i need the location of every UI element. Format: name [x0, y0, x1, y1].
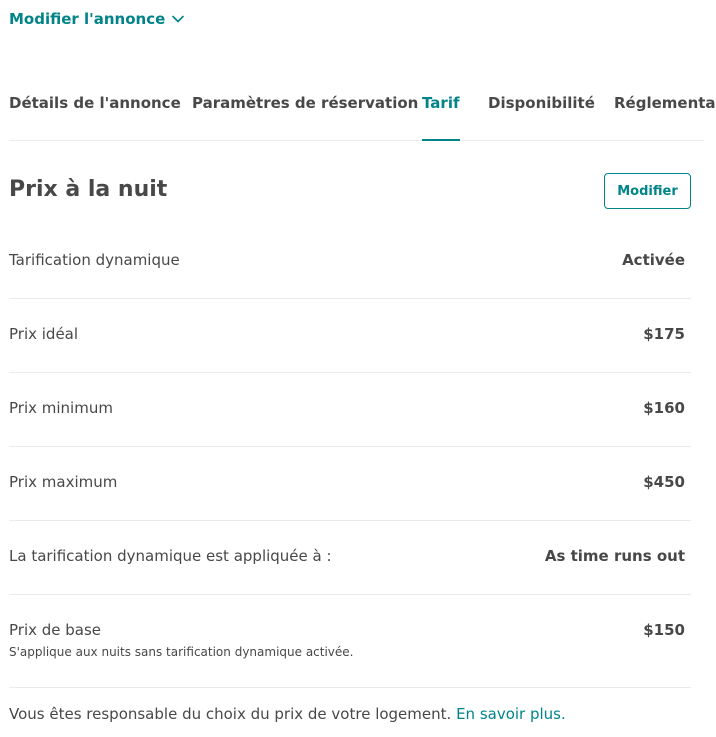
row-value: $150 [643, 621, 685, 639]
row-value: $450 [643, 473, 685, 491]
edit-listing-dropdown[interactable] [9, 10, 184, 28]
row-subtext: S'applique aux nuits sans tarification dynamique activée. [9, 645, 354, 659]
footer-text: Vous êtes responsable du choix du prix de votre logement. [9, 705, 457, 723]
row-dynamic-pricing-applied [9, 547, 691, 595]
row-value: Activée [622, 251, 685, 269]
section-title: Prix à la nuit [9, 177, 168, 202]
row-base-price [9, 621, 691, 688]
edit-listing-label: Modifier l'annonce [9, 10, 166, 28]
row-value: As time runs out [544, 547, 685, 565]
row-label: Prix idéal [9, 325, 79, 343]
row-label: Prix de base [9, 621, 102, 639]
tab-availability[interactable]: Disponibilité [488, 94, 595, 112]
row-maximum-price [9, 473, 691, 521]
row-label: Prix maximum [9, 473, 118, 491]
tab-pricing[interactable]: Tarif [422, 92, 460, 141]
tab-booking-settings[interactable]: Paramètres de réservation [192, 94, 419, 112]
row-dynamic-pricing [9, 251, 691, 299]
row-value: $175 [643, 325, 685, 343]
row-label: La tarification dynamique est appliquée à : [9, 547, 332, 565]
tab-regulations[interactable]: Réglementa [614, 94, 716, 112]
learn-more-link[interactable]: En savoir plus. [456, 705, 566, 723]
footer-note [9, 705, 566, 723]
tab-listing-details[interactable]: Détails de l'annonce [9, 94, 181, 112]
row-ideal-price [9, 325, 691, 373]
modify-button[interactable]: Modifier [604, 173, 691, 209]
row-minimum-price [9, 399, 691, 447]
row-label: Tarification dynamique [9, 251, 180, 269]
row-value: $160 [643, 399, 685, 417]
row-label: Prix minimum [9, 399, 113, 417]
chevron-down-icon [172, 15, 184, 23]
tab-bar [9, 92, 716, 141]
